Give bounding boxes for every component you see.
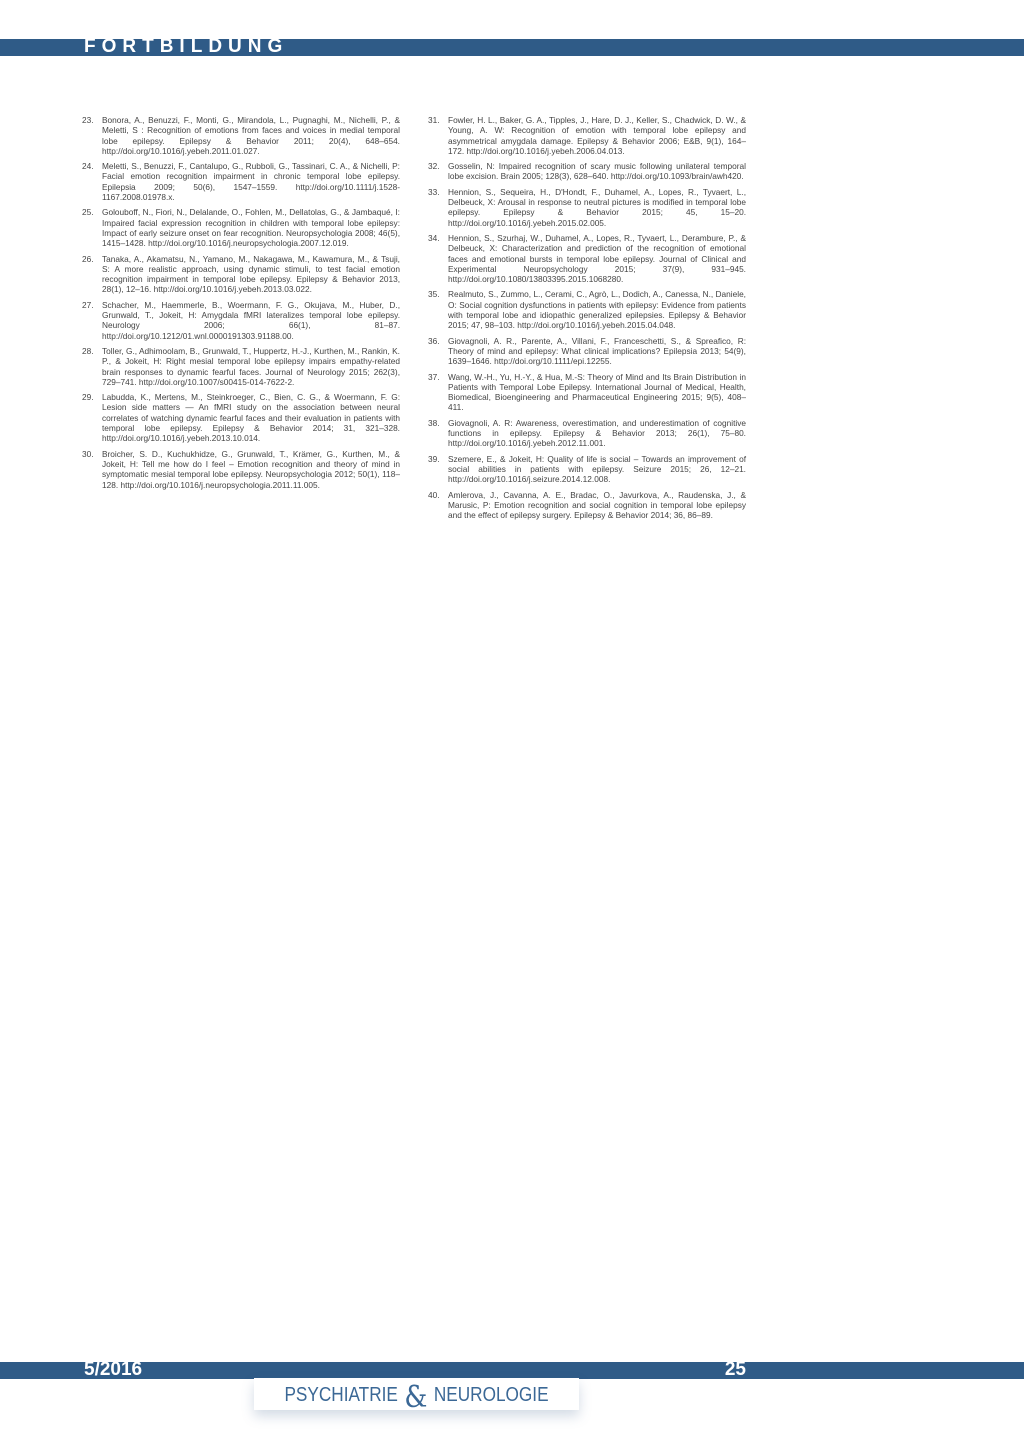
reference-item — [82, 449, 400, 490]
reference-item — [428, 454, 746, 485]
reference-text: Meletti, S., Benuzzi, F., Cantalupo, G., Rubboli, G., Tassinari, C. A., & Nichelli, P: Facial emotion recognition impairment in chronic temporal lobe epilepsy. Epilepsia 2009; 50(6), 1547–1559. http://doi.org/10.1111/j.1528-1167.2008.01978.x. — [102, 161, 400, 203]
reference-text: Labudda, K., Mertens, M., Steinkroeger, C., Bien, C. G., & Woermann, F. G: Lesion side matters — An fMRI study on the association between neural correlates of watching dynamic fearful faces and their evaluation in patients with temporal lobe epilepsy. Epilepsy & Behavior 2014; 31, 321–328. http://doi.org/10.1016/j.yebeh.2013.10.014. — [102, 392, 400, 444]
reference-number: 25. — [82, 207, 94, 218]
footer-bar — [0, 1362, 1024, 1379]
reference-item — [82, 115, 400, 156]
reference-number: 38. — [428, 417, 440, 428]
reference-item — [82, 207, 400, 248]
reference-number: 39. — [428, 453, 440, 464]
reference-item — [82, 254, 400, 295]
reference-text: Wang, W.-H., Yu, H.-Y., & Hua, M.-S: Theory of Mind and Its Brain Distribution in Patients with Temporal Lobe Epilepsy. International Journal of Medical, Health, Biomedical, Bioengineering and Pharmaceutical Engineering 2015; 9(5), 408–411. — [448, 371, 746, 413]
reference-item — [428, 372, 746, 413]
reference-item — [428, 161, 746, 182]
reference-text: Hennion, S., Sequeira, H., D'Hondt, F., Duhamel, A., Lopes, R., Tyvaert, L., Delbeuck, X: Arousal in response to neutral pictures is modified in temporal lobe epilepsy. Epilepsy & Behavior 2015; 45, 15–20. http://doi.org/10.1016/j.yebeh.2015.02.005. — [448, 186, 746, 228]
reference-text: Giovagnoli, A. R., Parente, A., Villani, F., Franceschetti, S., & Spreafico, R: Theory of mind and epilepsy: What clinical implications? Epilepsia 2013; 54(9), 1639–1646. http://doi.org/10.1111/epi.12255. — [448, 335, 746, 367]
reference-text: Schacher, M., Haemmerle, B., Woermann, F. G., Okujava, M., Huber, D., Grunwald, T., Jokeit, H: Amygdala fMRI lateralizes temporal lobe epilepsy. Neurology 2006; 66(1), 81–87. http://doi.org/10.1212/01.wnl.0000191303.91188.00. — [102, 299, 400, 341]
reference-text: Realmuto, S., Zummo, L., Cerami, C., Agrò, L., Dodich, A., Canessa, N., Daniele, O: Social cognition dysfunctions in patients with epilepsy: Evidence from patients with temporal lobe and idiopathic generalized epilepsies. Epilepsy & Behavior 2015; 47, 98–103. http://doi.org/10.1016/j.yebeh.2015.04.048. — [448, 289, 746, 331]
reference-text: Szemere, E., & Jokeit, H: Quality of life is social – Towards an improvement of social abilities in patients with epilepsy. Seizure 2015; 26, 12–21. http://doi.org/10.1016/j.seizure.2014.12.008. — [448, 453, 746, 485]
reference-number: 36. — [428, 335, 440, 346]
journal-title-part1: PSYCHIATRIE — [284, 1384, 398, 1406]
reference-number: 23. — [82, 115, 94, 125]
reference-item — [428, 187, 746, 228]
reference-text: Amlerova, J., Cavanna, A. E., Bradac, O., Javurkova, A., Raudenska, J., & Marusic, P: Emotion recognition and social cognition in temporal lobe epilepsy and the effect of epilepsy surgery. Epilepsy & Behavior 2014; 36, 86–89. — [448, 489, 746, 521]
reference-text: Tanaka, A., Akamatsu, N., Yamano, M., Nakagawa, M., Kawamura, M., & Tsuji, S: A more realistic approach, using dynamic stimuli, to test facial emotion recognition impairment in temporal lobe epilepsy. Epilepsy & Behavior 2013, 28(1), 12–16. http://doi.org/10.1016/j.yebeh.2013.03.022. — [102, 253, 400, 295]
reference-text: Giovagnoli, A. R: Awareness, overestimation, and underestimation of cognitive functions in epilepsy. Epilepsy & Behavior 2013; 26(1), 75–80. http://doi.org/10.1016/j.yebeh.2012.11.001. — [448, 417, 746, 449]
reference-text: Hennion, S., Szurhaj, W., Duhamel, A., Lopes, R., Tyvaert, L., Derambure, P., & Delbeuck, X: Characterization and prediction of the recognition of emotional faces and emotional bursts in temporal lobe epilepsy. Journal of Clinical and Experimental Neuropsychology 2015; 37(9), 931–945. http://doi.org/10.1080/13803395.2015.1068280. — [448, 232, 746, 285]
reference-item — [82, 300, 400, 341]
reference-item — [428, 115, 746, 156]
reference-text: Toller, G., Adhimoolam, B., Grunwald, T., Huppertz, H.-J., Kurthen, M., Rankin, K. P., & Jokeit, H: Right mesial temporal lobe epilepsy impairs empathy-related brain responses to dynamic fearful faces. Journal of Neurology 2015; 262(3), 729–741. http://doi.org/10.1007/s00415-014-7622-2. — [102, 345, 400, 387]
reference-item — [428, 336, 746, 367]
reference-item — [82, 392, 400, 443]
reference-number: 35. — [428, 289, 440, 300]
ampersand-glyph: & — [404, 1380, 428, 1415]
reference-item — [428, 418, 746, 449]
reference-number: 37. — [428, 371, 440, 382]
reference-text: Bonora, A., Benuzzi, F., Monti, G., Mirandola, L., Pugnaghi, M., Nichelli, P., & Meletti, S : Recognition of emotions from faces and voices in medial temporal lobe epilepsy. Epilepsy & Behavior 2011; 20(4), 648–654. http://doi.org/10.1016/j.yebeh.2011.01.027. — [102, 115, 400, 156]
journal-title-part2: NEUROLOGIE — [433, 1384, 549, 1406]
reference-item — [428, 289, 746, 330]
page-number: 25 — [724, 1359, 746, 1380]
reference-text: Gosselin, N: Impaired recognition of scary music following unilateral temporal lobe excision. Brain 2005; 128(3), 628–640. http://doi.org/10.1093/brain/awh420. — [448, 161, 746, 182]
reference-number: 34. — [428, 232, 440, 243]
reference-number: 40. — [428, 489, 440, 500]
reference-number: 33. — [428, 186, 440, 197]
reference-item — [82, 346, 400, 387]
reference-number: 29. — [82, 392, 94, 403]
reference-list-left — [82, 115, 400, 495]
reference-number: 28. — [82, 345, 94, 356]
journal-title — [277, 1380, 557, 1415]
reference-number: 30. — [82, 448, 94, 459]
reference-text: Golouboff, N., Fiori, N., Delalande, O., Fohlen, M., Dellatolas, G., & Jambaqué, I: Impaired facial expression recognition in children with temporal lobe epilepsy: Impact of early seizure onset on fear recognition. Neuropsychologia 2008; 46(5), 1415–1428. http://doi.org/10.1016/j.neuropsychologia.2007.12.019. — [102, 207, 400, 249]
reference-list-right — [428, 115, 746, 525]
reference-number: 32. — [428, 161, 440, 172]
reference-number: 27. — [82, 299, 94, 310]
reference-text: Fowler, H. L., Baker, G. A., Tipples, J., Hare, D. J., Keller, S., Chadwick, D. W., & Young, A. W: Recognition of emotion with temporal lobe epilepsy and asymmetrical amygdala damage. Epilepsy & Behavior 2006; E&B, 9(1), 164–172. http://doi.org/10.1016/j.yebeh.2006.04.013. — [448, 115, 746, 156]
reference-item — [428, 233, 746, 284]
section-title: FORTBILDUNG — [84, 36, 289, 57]
reference-item — [82, 161, 400, 202]
journal-logo — [254, 1378, 579, 1415]
reference-number: 31. — [428, 115, 440, 125]
reference-number: 24. — [82, 161, 94, 172]
reference-text: Broicher, S. D., Kuchukhidze, G., Grunwald, T., Krämer, G., Kurthen, M., & Jokeit, H: Tell me how do I feel – Emotion recognition and theory of mind in symptomatic mesial temporal lobe epilepsy. Neuropsychologia 2012; 50(1), 118–128. http://doi.org/10.1016/j.neuropsychologia.2011.11.005. — [102, 448, 400, 490]
reference-number: 26. — [82, 253, 94, 264]
reference-item — [428, 490, 746, 521]
issue-number: 5/2016 — [84, 1359, 143, 1380]
